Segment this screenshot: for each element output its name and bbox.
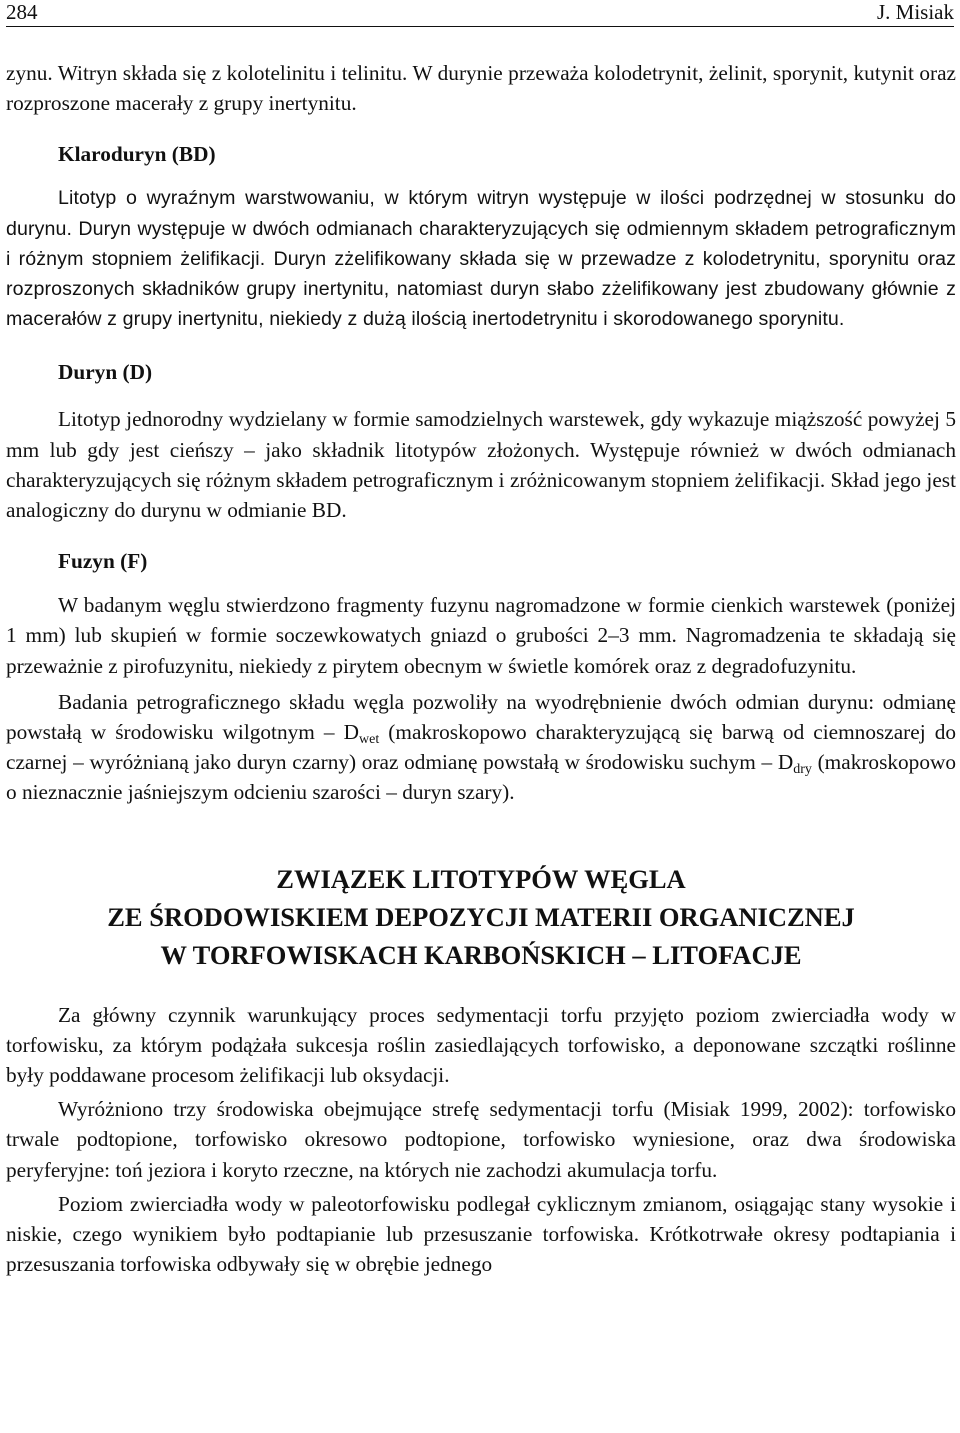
intro-paragraph: zynu. Witryn składa się z kolotelinitu i telinitu. W durynie przeważa kolodetrynit, żelinit, sporynit, kutynit oraz rozproszone macerały z grupy inertynitu. [6, 61, 956, 116]
page-number: 284 [6, 0, 38, 24]
klaroduryn-block [6, 183, 956, 334]
subscript-wet: wet [359, 732, 380, 748]
section-title [6, 860, 956, 974]
section-paragraph-2: Wyróżniono trzy środowiska obejmujące strefę sedymentacji torfu (Misiak 1999, 2002): torfowisko trwale podtopione, torfowisko okresowo podtopione, torfowisko wyniesione, oraz dwa środowiska peryferyjne: toń jeziora i koryto rzeczne, na których nie zachodzi akumulacja torfu. [6, 1097, 956, 1182]
main-text [6, 58, 956, 1279]
section-title-line-1: ZWIĄZEK LITOTYPÓW WĘGLA [276, 863, 686, 894]
fuzyn-paragraph: W badanym węglu stwierdzono fragmenty fuzynu nagromadzone w formie cienkich warstewek (poniżej 1 mm) lub skupień w formie soczewkowatych gniazd o grubości 2–3 mm. Nagromadzenia te składają się przeważnie z pirofuzynitu, niekiedy z pirytem obecnym w świetle komórek oraz z degradofuzynitu. [6, 593, 956, 678]
badania-paragraph [6, 687, 956, 808]
running-author: J. Misiak [876, 0, 954, 24]
section-paragraph-1: Za główny czynnik warunkujący proces sedymentacji torfu przyjęto poziom zwierciadła wody w torfowisku, za którym podążała sukcesja roślin zasiedlających torfowisko, a deponowane szczątki roślinne były poddawane procesom żelifikacji lub oksydacji. [6, 1002, 956, 1088]
section-paragraph-3: Poziom zwierciadła wody w paleotorfowisku podlegał cyklicznym zmianom, osiągając stany wysokie i niskie, czego wynikiem było podtapianie lub przesuszanie torfowiska. Krótkotrwałe okresy podtapiania i przesuszania torfowiska odbywały się w obrębie jednego [6, 1191, 956, 1277]
badania-text-3: (makroskopowo o nieznacznie jaśniejszym odcieniu szarości – duryn szary). [6, 750, 956, 805]
klaroduryn-paragraph: Litotyp o wyraźnym warstwowaniu, w którym witryn występuje w ilości podrzędnej w stosunku do durynu. Duryn występuje w dwóch odmianach charakteryzujących się odmiennym składem petrograficznym i różnym stopniem żelifikacji. Duryn zżelifikowany składa się w przewadze z kolodetrynitu, sporynitu oraz rozproszonych składników grupy inertynitu, natomiast duryn słabo zżelifikowany jest zbudowany głównie z macerałów z grupy inertynitu, niekiedy z dużą ilością inertodetrynitu i skorodowanego sporynitu. [6, 187, 956, 331]
heading-duryn: Duryn (D) [58, 360, 153, 385]
running-header [6, 0, 954, 27]
heading-fuzyn: Fuzyn (F) [58, 549, 148, 574]
section-title-line-2: ZE ŚRODOWISKIEM DEPOZYCJI MATERII ORGANICZNEJ [107, 901, 855, 932]
subscript-dry: dry [793, 762, 812, 778]
heading-klaroduryn: Klaroduryn (BD) [58, 142, 216, 167]
badania-text-1: Badania petrograficznego składu węgla pozwoliły na wyodrębnienie dwóch odmian durynu: odmianę powstałą w środowisku wilgotnym – D [6, 689, 956, 745]
badania-text-2: (makroskopowo charakteryzującą się barwą od ciemnoszarej do czarnej – wyróżnianą jako duryn czarny) oraz odmianę powstałą w środowisku suchym – D [6, 720, 957, 775]
section-title-line-3: W TORFOWISKACH KARBOŃSKICH – LITOFACJE [160, 939, 802, 970]
duryn-paragraph: Litotyp jednorodny wydzielany w formie samodzielnych warstewek, gdy wykazuje miąższość powyżej 5 mm lub gdy jest cieńszy – jako składnik litotypów złożonych. Występuje również w dwóch odmianach charakteryzujących się różnym składem petrograficznym i zróżnicowanym stopniem żelifikacji. Skład jego jest analogiczny do durynu w odmianie BD. [6, 407, 956, 523]
